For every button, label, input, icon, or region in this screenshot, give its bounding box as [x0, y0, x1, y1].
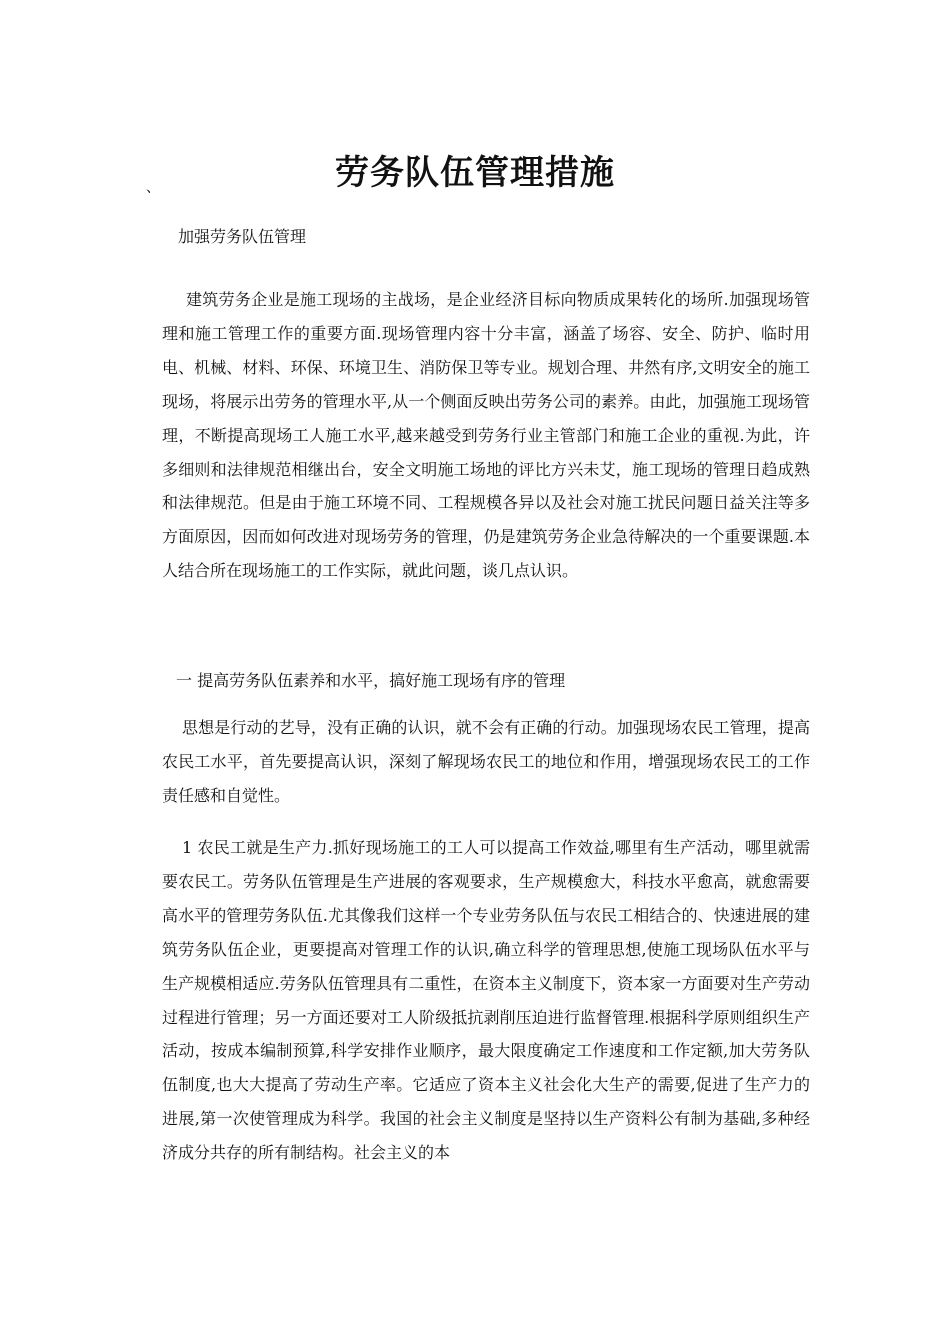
body-paragraph-3: 1 农民工就是生产力.抓好现场施工的工人可以提高工作效益,哪里有生产活动，哪里就需要农民工。劳务队伍管理是生产进展的客观要求，生产规模愈大，科技水平愈高，就愈需要高水平的管理劳务队伍.尤其像我们这样一个专业劳务队伍与农民工相结合的、快速进展的建筑劳务队伍企业，更要提高对管理工作的认识,确立科学的管理思想,使施工现场队伍水平与生产规模相适应.劳务队伍管理具有二重性，在资本主义制度下，资本家一方面要对生产劳动过程进行管理；另一方面还要对工人阶级抵抗剥削压迫进行监督管理.根据科学原则组织生产活动，按成本编制预算,科学安排作业顺序，最大限度确定工作速度和工作定额,加大劳务队伍制度,也大大提高了劳动生产率。它适应了资本主义社会化大生产的需要,促进了生产力的进展,第一次使管理成为科学。我国的社会主义制度是坚持以生产资料公有制为基础,多种经济成分共存的所有制结构。社会主义的本 — [162, 838, 810, 1163]
punctuation-mark: 、 — [146, 180, 160, 196]
section-subheading: 加强劳务队伍管理 — [178, 227, 307, 246]
section-heading-1: 一 提高劳务队伍素养和水平，搞好施工现场有序的管理 — [176, 671, 566, 690]
body-paragraph-1: 建筑劳务企业是施工现场的主战场，是企业经济目标向物质成果转化的场所.加强现场管理和施工管理工作的重要方面.现场管理内容十分丰富，涵盖了场容、安全、防护、临时用电、机械、材料、环保、环境卫生、消防保卫等专业。规划合理、井然有序,文明安全的施工现场，将展示出劳务的管理水平,从一个侧面反映出劳务公司的素养。由此，加强施工现场管理，不断提高现场工人施工水平,越来越受到劳务行业主管部门和施工企业的重视.为此，许多细则和法律规范相继出台，安全文明施工场地的评比方兴未艾，施工现场的管理日趋成熟和法律规范。但是由于施工环境不同、工程规模各异以及社会对施工扰民问题日益关注等多方面原因，因而如何改进对现场劳务的管理，仍是建筑劳务企业急待解决的一个重要课题.本人结合所在现场施工的工作实际，就此问题，谈几点认识。 — [162, 290, 810, 581]
body-paragraph-2: 思想是行动的艺导，没有正确的认识，就不会有正确的行动。加强现场农民工管理，提高农民工水平，首先要提高认识，深刻了解现场农民工的地位和作用，增强现场农民工的工作责任感和自觉性。 — [162, 718, 810, 805]
page-title: 劳务队伍管理措施 — [335, 152, 615, 193]
